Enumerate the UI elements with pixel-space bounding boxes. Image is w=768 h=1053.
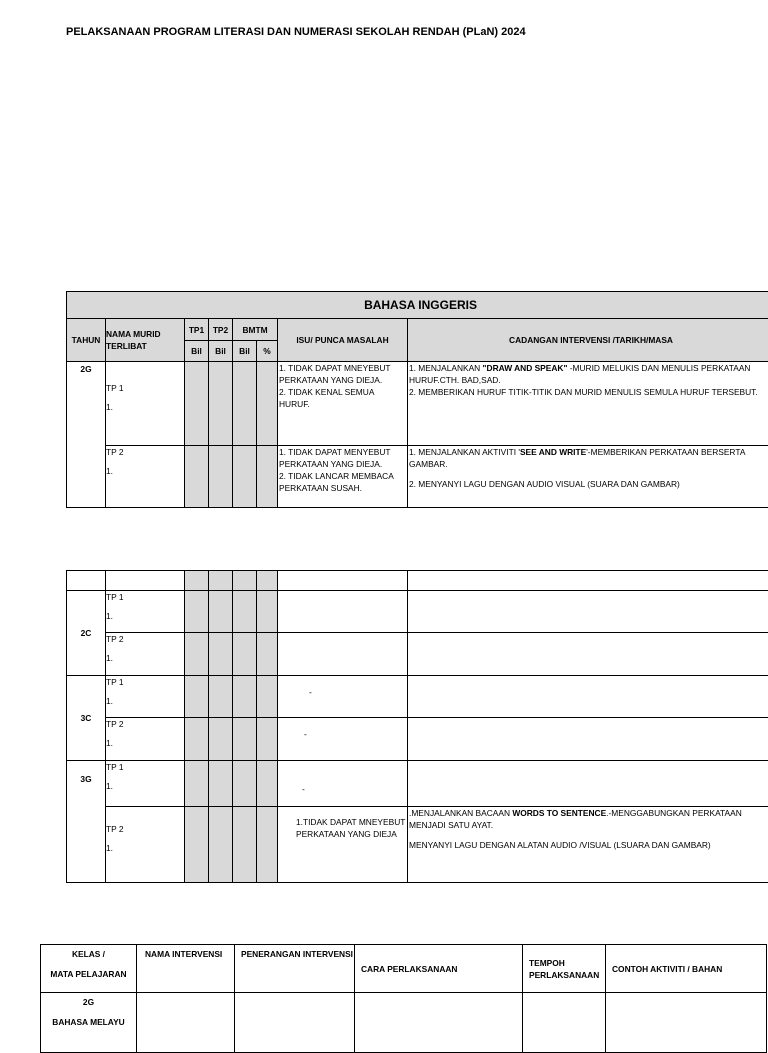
dash: - bbox=[278, 676, 407, 698]
student-cell bbox=[106, 446, 185, 508]
intervention-cell bbox=[408, 446, 768, 508]
student-cell: TP 1 1. bbox=[106, 761, 185, 807]
tp-label: TP 1 bbox=[106, 382, 184, 394]
issue-cell bbox=[278, 807, 408, 883]
intervention-cell bbox=[408, 633, 768, 676]
student-cell: TP 2 1. bbox=[106, 718, 185, 761]
header-isu: ISU/ PUNCA MASALAH bbox=[278, 319, 408, 362]
issue-cell bbox=[278, 591, 408, 633]
header-tp1-bil: Bil bbox=[185, 341, 209, 362]
dash: - bbox=[278, 761, 407, 795]
header-tp1: TP1 bbox=[185, 319, 209, 341]
class-cell: 2C bbox=[67, 591, 106, 676]
student-cell bbox=[106, 362, 185, 446]
issue-cell bbox=[278, 362, 408, 446]
intervention-plan-table bbox=[40, 944, 767, 1053]
header-tempoh: TEMPOH PERLAKSANAAN bbox=[523, 945, 606, 993]
subject-banner: BAHASA INGGERIS bbox=[67, 292, 768, 319]
intervention-cell bbox=[408, 362, 768, 446]
intervention-cell bbox=[408, 591, 768, 633]
intervention-cell bbox=[408, 807, 768, 883]
header-tp2-bil: Bil bbox=[209, 341, 233, 362]
class-cell: 2G bbox=[67, 362, 106, 508]
issue-cell bbox=[278, 446, 408, 508]
intervention-item: 2. MENYANYI LAGU DENGAN AUDIO VISUAL (SUARA DAN GAMBAR) bbox=[409, 478, 768, 490]
intervention-cell bbox=[408, 718, 768, 761]
bahasa-inggeris-table bbox=[66, 291, 768, 508]
intervention-item: .MENJALANKAN BACAAN WORDS TO SENTENCE.-MENGGABUNGKAN PERKATAAN MENJADI SATU AYAT. bbox=[409, 807, 768, 831]
issue-item: 2. TIDAK KENAL SEMUA HURUF. bbox=[279, 386, 406, 410]
tp2-bil-cell bbox=[209, 362, 233, 446]
bmtm-percent-cell bbox=[257, 362, 278, 446]
dash: - bbox=[278, 718, 407, 740]
header-bmtm: BMTM bbox=[233, 319, 278, 341]
header-contoh: CONTOH AKTIVITI / BAHAN bbox=[606, 945, 767, 993]
student-cell: TP 1 1. bbox=[106, 591, 185, 633]
empty-cell bbox=[67, 571, 106, 591]
issue-cell bbox=[278, 718, 408, 761]
intervention-item: 1. MENJALANKAN "DRAW AND SPEAK" -MURID MELUKIS DAN MENULIS PERKATAAN HURUF.CTH. BAD,SAD. bbox=[409, 362, 768, 386]
class-cell: 3G bbox=[67, 761, 106, 883]
tp1-bil-cell bbox=[185, 362, 209, 446]
tp-label: TP 2 bbox=[106, 446, 184, 458]
header-bmtm-percent: % bbox=[257, 341, 278, 362]
header-cara: CARA PERLAKSANAAN bbox=[355, 945, 523, 993]
bmtm-percent-cell bbox=[257, 446, 278, 508]
shaded-cell bbox=[185, 571, 209, 591]
header-tp2: TP2 bbox=[209, 319, 233, 341]
issue-cell bbox=[278, 633, 408, 676]
intervention-item: 2. MEMBERIKAN HURUF TITIK-TITIK DAN MURID MENULIS SEMULA HURUF TERSEBUT. bbox=[409, 386, 768, 398]
issue-item: 1.TIDAK DAPAT MNEYEBUT PERKATAAN YANG DIEJA bbox=[278, 807, 407, 840]
intervention-cell bbox=[408, 676, 768, 718]
tp2-bil-cell bbox=[209, 446, 233, 508]
issue-cell bbox=[278, 761, 408, 807]
student-number: 1. bbox=[106, 401, 184, 413]
student-cell: TP 2 1. bbox=[106, 633, 185, 676]
header-nama-intervensi: NAMA INTERVENSI bbox=[137, 945, 235, 993]
issue-item: 1. TIDAK DAPAT MNEYEBUT PERKATAAN YANG DIEJA. bbox=[279, 362, 406, 386]
document-title: PELAKSANAAN PROGRAM LITERASI DAN NUMERASI SEKOLAH RENDAH (PLaN) 2024 bbox=[66, 26, 526, 38]
bmtm-bil-cell bbox=[233, 362, 257, 446]
student-number: 1. bbox=[106, 465, 184, 477]
shaded-cell bbox=[233, 571, 257, 591]
issue-item: 2. TIDAK LANCAR MEMBACA PERKATAAN SUSAH. bbox=[279, 470, 406, 494]
intervention-item: 1. MENJALANKAN AKTIVITI 'SEE AND WRITE'-MEMBERIKAN PERKATAAN BERSERTA GAMBAR. bbox=[409, 446, 768, 470]
header-nama-murid: NAMA MURID TERLIBAT bbox=[106, 319, 185, 362]
empty-cell bbox=[106, 571, 185, 591]
intervention-cell bbox=[408, 761, 768, 807]
header-penerangan: PENERANGAN INTERVENSI bbox=[235, 945, 355, 993]
bmtm-bil-cell bbox=[233, 446, 257, 508]
student-cell: TP 2 1. bbox=[106, 807, 185, 883]
header-bmtm-bil: Bil bbox=[233, 341, 257, 362]
header-kelas: KELAS / MATA PELAJARAN bbox=[41, 945, 137, 993]
empty-cell bbox=[408, 571, 768, 591]
student-cell: TP 1 1. bbox=[106, 676, 185, 718]
header-tahun: TAHUN bbox=[67, 319, 106, 362]
class-subject-cell: 2G BAHASA MELAYU bbox=[41, 993, 137, 1053]
empty-cell bbox=[278, 571, 408, 591]
tp1-bil-cell bbox=[185, 446, 209, 508]
class-cell: 3C bbox=[67, 676, 106, 761]
intervention-item: MENYANYI LAGU DENGAN ALATAN AUDIO /VISUAL (LSUARA DAN GAMBAR) bbox=[409, 839, 768, 851]
shaded-cell bbox=[209, 571, 233, 591]
issue-cell bbox=[278, 676, 408, 718]
class-intervention-table bbox=[66, 570, 768, 883]
header-cadangan: CADANGAN INTERVENSI /TARIKH/MASA bbox=[408, 319, 768, 362]
issue-item: 1. TIDAK DAPAT MENYEBUT PERKATAAN YANG DIEJA. bbox=[279, 446, 406, 470]
shaded-cell bbox=[257, 571, 278, 591]
